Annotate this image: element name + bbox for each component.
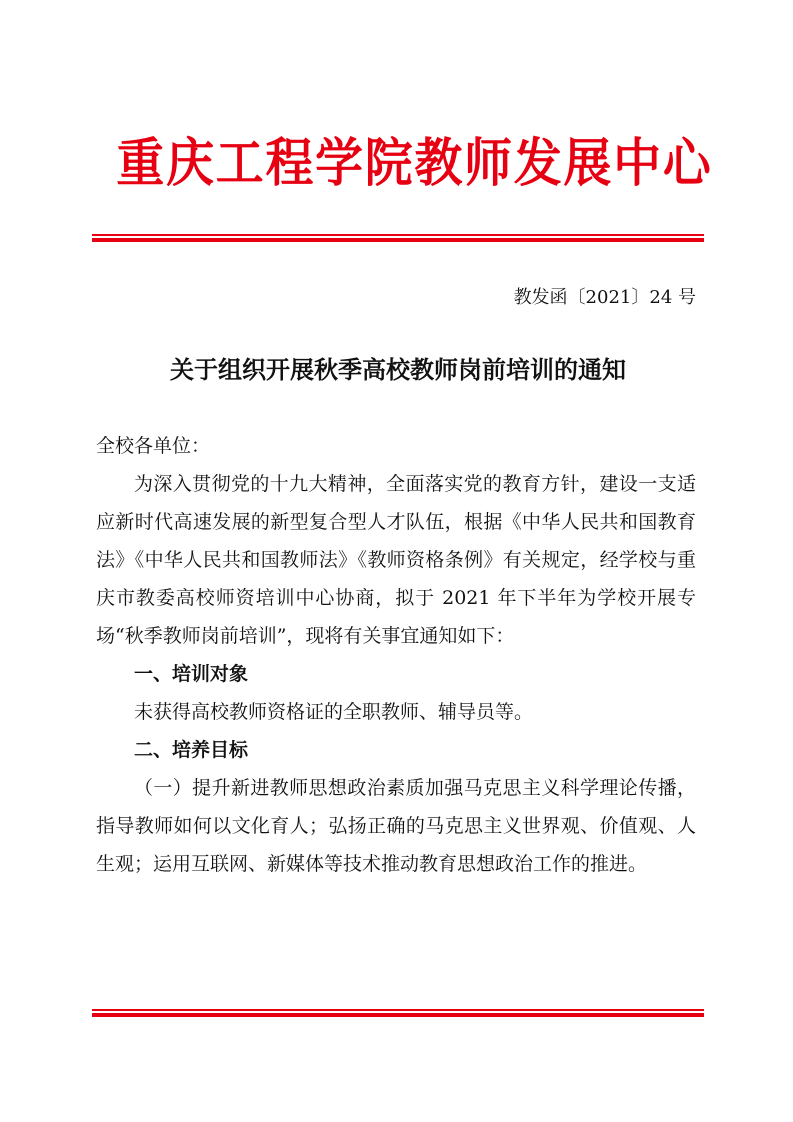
document-body [96,427,696,883]
letterhead-divider [92,234,704,242]
document-title: 关于组织开展秋季高校教师岗前培训的通知 [170,355,626,384]
footer-divider [92,1009,704,1017]
section-heading: 二、培养目标 [134,739,249,761]
salutation: 全校各单位： [96,435,211,457]
section-heading: 一、培训对象 [134,663,249,685]
letterhead-title: 重庆工程学院教师发展中心 [116,134,713,194]
document-number: 教发函〔2021〕24 号 [513,287,696,308]
section-paragraph: 未获得高校教师资格证的全职教师、辅导员等。 [134,701,534,723]
section-paragraph: （一）提升新进教师思想政治素质加强马克思主义科学理论传播，指导教师如何以文化育人；弘扬正确的马克思主义世界观、价值观、人生观；运用互联网、新媒体等技术推动教育思想政治工作的推进。 [96,777,696,875]
divider-thick-line [92,238,704,242]
intro-paragraph: 为深入贯彻党的十九大精神，全面落实党的教育方针，建设一支适应新时代高速发展的新型复合型人才队伍，根据《中华人民共和国教育法》《中华人民共和国教师法》《教师资格条例》有关规定，经学校与重庆市教委高校师资培训中心协商，拟于 2021 年下半年为学校开展专场“秋季教师岗前培训”，现将有关事宜通知如下： [96,473,696,647]
divider-thick-line [92,1013,704,1017]
